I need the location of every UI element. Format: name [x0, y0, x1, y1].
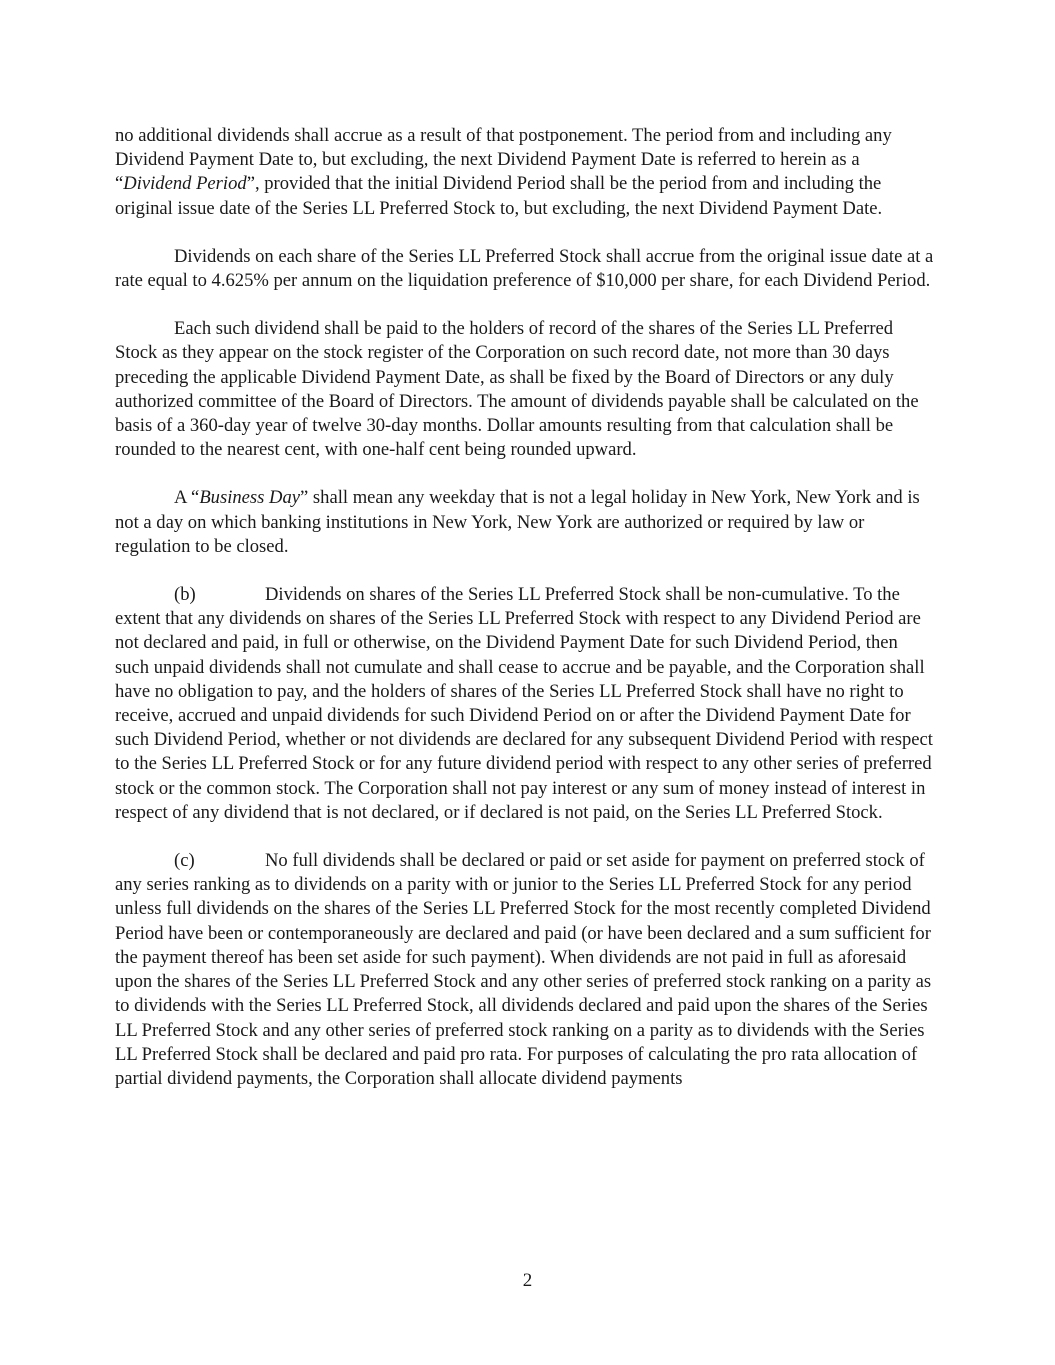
- paragraph-text: No full dividends shall be declared or paid or set aside for payment on preferred stock of any series ranking as to dividends on a parity with or junior to the Series LL Preferred Stock for any period unless full dividends on the shares of the Series LL Preferred Stock for the most recently completed Dividend Period have been or contemporaneously are declared and paid (or have been declared and a sum sufficient for the payment thereof has been set aside for such payment). When dividends are not paid in full as aforesaid upon the shares of the Series LL Preferred Stock and any other series of preferred stock ranking on a parity as to dividends with the Series LL Preferred Stock, all dividends declared and paid upon the shares of the Series LL Preferred Stock and any other series of preferred stock ranking on a parity as to dividends with the Series LL Preferred Stock shall be declared and paid pro rata. For purposes of calculating the pro rata allocation of partial dividend payments, the Corporation shall allocate dividend payments: [115, 850, 932, 1089]
- defined-term: Business Day: [199, 487, 301, 509]
- paragraph-text: Each such dividend shall be paid to the holders of record of the shares of the Series LL Preferred Stock as they appear on the stock register of the Corporation on such record date, not more than 30 days preceding the applicable Dividend Payment Date, as shall be fixed by the Board of Directors or any duly authorized committee of the Board of Directors. The amount of dividends payable shall be calculated on the basis of a 360-day year of twelve 30-day months. Dollar amounts resulting from that calculation shall be rounded to the nearest cent, with one-half cent being rounded upward.: [115, 318, 919, 461]
- section-marker: (b): [174, 584, 196, 606]
- page-number: 2: [522, 1270, 533, 1291]
- paragraph-text: ” shall mean any weekday that is not a legal holiday in New York, New York and is not a day on which banking institutions in New York, New York are authorized or required by law or regulation to be closed.: [115, 487, 920, 557]
- document-page: [115, 124, 935, 1115]
- paragraph-text: Dividends on shares of the Series LL Preferred Stock shall be non-cumulative. To the extent that any dividends on shares of the Series LL Preferred Stock with respect to any Dividend Period are not declared and paid, in full or otherwise, on the Dividend Payment Date for such Dividend Period, then such unpaid dividends shall not cumulate and shall cease to accrue and be payable, and the Corporation shall have no obligation to pay, and the holders of shares of the Series LL Preferred Stock shall have no right to receive, accrued and unpaid dividends for such Dividend Period on or after the Dividend Payment Date for such Dividend Period, whether or not dividends are declared for any subsequent Dividend Period with respect to the Series LL Preferred Stock or for any future dividend period with respect to any other series of preferred stock or the common stock. The Corporation shall not pay interest or any sum of money instead of interest in respect of any dividend that is not declared, or if declared is not paid, on the Series LL Preferred Stock.: [115, 584, 933, 823]
- defined-term: Dividend Period: [123, 173, 247, 195]
- paragraph-text: no additional dividends shall accrue as a result of that postponement. The period from and including any Dividend Payment Date to, but excluding, the next Dividend Payment Date is referred to herein as a “: [115, 125, 892, 195]
- section-marker: (c): [174, 850, 195, 872]
- paragraph-text: A “: [174, 487, 200, 509]
- paragraph-section-c: [115, 849, 935, 1091]
- paragraph-record-holders: [115, 317, 935, 462]
- paragraph-text: Dividends on each share of the Series LL Preferred Stock shall accrue from the original issue date at a rate equal to 4.625% per annum on the liquidation preference of $10,000 per share, for each Dividend Period.: [115, 245, 934, 292]
- paragraph-continuation: [115, 124, 935, 221]
- paragraph-text: ”, provided that the initial Dividend Period shall be the period from and including the original issue date of the Series LL Preferred Stock to, but excluding, the next Dividend Payment Date.: [115, 173, 883, 219]
- paragraph-rate: [115, 245, 935, 293]
- paragraph-section-b: [115, 583, 935, 825]
- paragraph-business-day: [115, 486, 935, 559]
